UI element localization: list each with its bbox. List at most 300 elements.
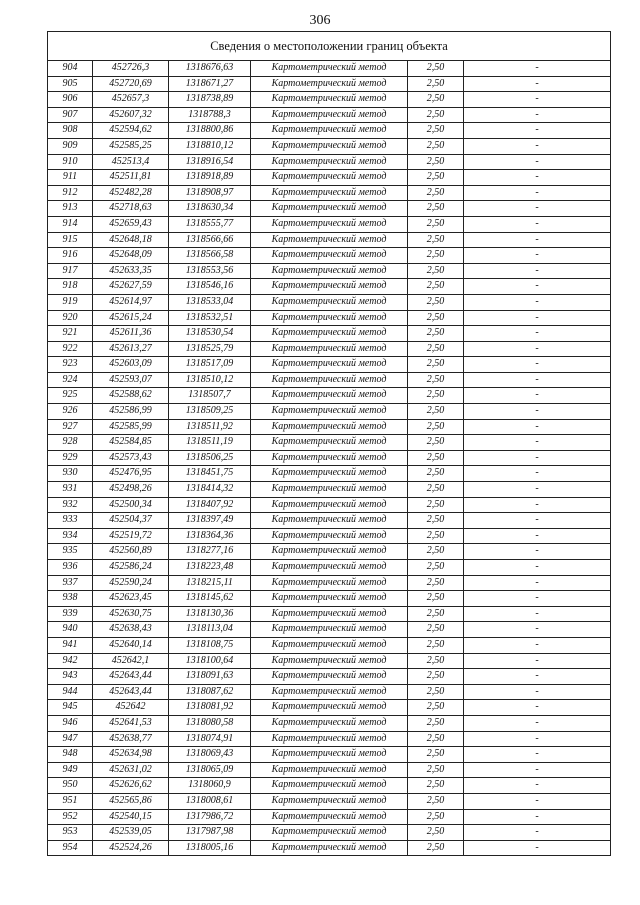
description-cell: -	[464, 497, 611, 513]
y-coordinate-cell: 1318810,12	[169, 138, 251, 154]
point-number-cell: 928	[48, 435, 93, 451]
point-number-cell: 954	[48, 840, 93, 856]
description-cell: -	[464, 170, 611, 186]
table-row	[48, 637, 611, 653]
x-coordinate-cell: 452641,53	[93, 715, 169, 731]
accuracy-cell: 2,50	[408, 372, 464, 388]
accuracy-cell: 2,50	[408, 248, 464, 264]
x-coordinate-cell: 452498,26	[93, 482, 169, 498]
description-cell: -	[464, 279, 611, 295]
point-number-cell: 927	[48, 419, 93, 435]
accuracy-cell: 2,50	[408, 123, 464, 139]
point-number-cell: 917	[48, 263, 93, 279]
description-cell: -	[464, 310, 611, 326]
table-row	[48, 575, 611, 591]
accuracy-cell: 2,50	[408, 76, 464, 92]
description-cell: -	[464, 747, 611, 763]
method-cell: Картометрический метод	[251, 762, 408, 778]
x-coordinate-cell: 452648,09	[93, 248, 169, 264]
description-cell: -	[464, 809, 611, 825]
y-coordinate-cell: 1318100,64	[169, 653, 251, 669]
method-cell: Картометрический метод	[251, 513, 408, 529]
table-row	[48, 747, 611, 763]
x-coordinate-cell: 452560,89	[93, 544, 169, 560]
x-coordinate-cell: 452648,18	[93, 232, 169, 248]
description-cell: -	[464, 138, 611, 154]
y-coordinate-cell: 1318546,16	[169, 279, 251, 295]
accuracy-cell: 2,50	[408, 747, 464, 763]
table-row	[48, 388, 611, 404]
method-cell: Картометрический метод	[251, 294, 408, 310]
accuracy-cell: 2,50	[408, 731, 464, 747]
table-row	[48, 497, 611, 513]
table-row	[48, 185, 611, 201]
point-number-cell: 949	[48, 762, 93, 778]
method-cell: Картометрический метод	[251, 591, 408, 607]
method-cell: Картометрический метод	[251, 138, 408, 154]
table-row	[48, 123, 611, 139]
y-coordinate-cell: 1318397,49	[169, 513, 251, 529]
y-coordinate-cell: 1318277,16	[169, 544, 251, 560]
accuracy-cell: 2,50	[408, 341, 464, 357]
description-cell: -	[464, 357, 611, 373]
accuracy-cell: 2,50	[408, 715, 464, 731]
accuracy-cell: 2,50	[408, 591, 464, 607]
table-row	[48, 731, 611, 747]
description-cell: -	[464, 778, 611, 794]
description-cell: -	[464, 700, 611, 716]
x-coordinate-cell: 452657,3	[93, 92, 169, 108]
y-coordinate-cell: 1318566,58	[169, 248, 251, 264]
method-cell: Картометрический метод	[251, 201, 408, 217]
point-number-cell: 947	[48, 731, 93, 747]
point-number-cell: 938	[48, 591, 93, 607]
method-cell: Картометрический метод	[251, 653, 408, 669]
method-cell: Картометрический метод	[251, 544, 408, 560]
y-coordinate-cell: 1318005,16	[169, 840, 251, 856]
x-coordinate-cell: 452540,15	[93, 809, 169, 825]
x-coordinate-cell: 452588,62	[93, 388, 169, 404]
x-coordinate-cell: 452642,1	[93, 653, 169, 669]
point-number-cell: 924	[48, 372, 93, 388]
x-coordinate-cell: 452590,24	[93, 575, 169, 591]
x-coordinate-cell: 452638,77	[93, 731, 169, 747]
description-cell: -	[464, 201, 611, 217]
point-number-cell: 905	[48, 76, 93, 92]
x-coordinate-cell: 452726,3	[93, 61, 169, 77]
method-cell: Картометрический метод	[251, 419, 408, 435]
y-coordinate-cell: 1318566,66	[169, 232, 251, 248]
accuracy-cell: 2,50	[408, 778, 464, 794]
table-row	[48, 61, 611, 77]
table-row	[48, 684, 611, 700]
method-cell: Картометрический метод	[251, 170, 408, 186]
table-row	[48, 513, 611, 529]
description-cell: -	[464, 684, 611, 700]
y-coordinate-cell: 1318407,92	[169, 497, 251, 513]
method-cell: Картометрический метод	[251, 575, 408, 591]
accuracy-cell: 2,50	[408, 622, 464, 638]
method-cell: Картометрический метод	[251, 248, 408, 264]
method-cell: Картометрический метод	[251, 310, 408, 326]
accuracy-cell: 2,50	[408, 450, 464, 466]
method-cell: Картометрический метод	[251, 92, 408, 108]
description-cell: -	[464, 669, 611, 685]
x-coordinate-cell: 452640,14	[93, 637, 169, 653]
x-coordinate-cell: 452642	[93, 700, 169, 716]
accuracy-cell: 2,50	[408, 700, 464, 716]
y-coordinate-cell: 1318113,04	[169, 622, 251, 638]
accuracy-cell: 2,50	[408, 653, 464, 669]
method-cell: Картометрический метод	[251, 216, 408, 232]
point-number-cell: 952	[48, 809, 93, 825]
method-cell: Картометрический метод	[251, 684, 408, 700]
point-number-cell: 953	[48, 825, 93, 841]
table-row	[48, 419, 611, 435]
accuracy-cell: 2,50	[408, 684, 464, 700]
accuracy-cell: 2,50	[408, 107, 464, 123]
point-number-cell: 916	[48, 248, 93, 264]
table-row	[48, 528, 611, 544]
description-cell: -	[464, 715, 611, 731]
point-number-cell: 904	[48, 61, 93, 77]
description-cell: -	[464, 92, 611, 108]
point-number-cell: 921	[48, 326, 93, 342]
point-number-cell: 950	[48, 778, 93, 794]
boundary-coordinates-table	[47, 31, 611, 856]
x-coordinate-cell: 452659,43	[93, 216, 169, 232]
table-row	[48, 232, 611, 248]
description-cell: -	[464, 216, 611, 232]
x-coordinate-cell: 452634,98	[93, 747, 169, 763]
y-coordinate-cell: 1318916,54	[169, 154, 251, 170]
description-cell: -	[464, 575, 611, 591]
method-cell: Картометрический метод	[251, 326, 408, 342]
accuracy-cell: 2,50	[408, 294, 464, 310]
y-coordinate-cell: 1318671,27	[169, 76, 251, 92]
x-coordinate-cell: 452593,07	[93, 372, 169, 388]
table-row	[48, 138, 611, 154]
description-cell: -	[464, 762, 611, 778]
method-cell: Картометрический метод	[251, 107, 408, 123]
x-coordinate-cell: 452603,09	[93, 357, 169, 373]
method-cell: Картометрический метод	[251, 76, 408, 92]
method-cell: Картометрический метод	[251, 606, 408, 622]
method-cell: Картометрический метод	[251, 372, 408, 388]
x-coordinate-cell: 452611,36	[93, 326, 169, 342]
method-cell: Картометрический метод	[251, 622, 408, 638]
description-cell: -	[464, 232, 611, 248]
method-cell: Картометрический метод	[251, 123, 408, 139]
point-number-cell: 906	[48, 92, 93, 108]
accuracy-cell: 2,50	[408, 560, 464, 576]
table-row	[48, 560, 611, 576]
accuracy-cell: 2,50	[408, 404, 464, 420]
table-row	[48, 107, 611, 123]
description-cell: -	[464, 653, 611, 669]
table-row	[48, 778, 611, 794]
table-row	[48, 76, 611, 92]
description-cell: -	[464, 591, 611, 607]
point-number-cell: 944	[48, 684, 93, 700]
accuracy-cell: 2,50	[408, 762, 464, 778]
method-cell: Картометрический метод	[251, 637, 408, 653]
accuracy-cell: 2,50	[408, 606, 464, 622]
x-coordinate-cell: 452565,86	[93, 793, 169, 809]
description-cell: -	[464, 372, 611, 388]
point-number-cell: 929	[48, 450, 93, 466]
method-cell: Картометрический метод	[251, 232, 408, 248]
x-coordinate-cell: 452539,05	[93, 825, 169, 841]
point-number-cell: 912	[48, 185, 93, 201]
x-coordinate-cell: 452585,99	[93, 419, 169, 435]
table-row	[48, 216, 611, 232]
y-coordinate-cell: 1318451,75	[169, 466, 251, 482]
y-coordinate-cell: 1318532,51	[169, 310, 251, 326]
table-row	[48, 669, 611, 685]
table-row	[48, 201, 611, 217]
method-cell: Картометрический метод	[251, 809, 408, 825]
x-coordinate-cell: 452615,24	[93, 310, 169, 326]
accuracy-cell: 2,50	[408, 92, 464, 108]
y-coordinate-cell: 1317987,98	[169, 825, 251, 841]
description-cell: -	[464, 544, 611, 560]
point-number-cell: 951	[48, 793, 93, 809]
description-cell: -	[464, 637, 611, 653]
point-number-cell: 907	[48, 107, 93, 123]
y-coordinate-cell: 1318145,62	[169, 591, 251, 607]
x-coordinate-cell: 452631,02	[93, 762, 169, 778]
point-number-cell: 939	[48, 606, 93, 622]
method-cell: Картометрический метод	[251, 747, 408, 763]
accuracy-cell: 2,50	[408, 544, 464, 560]
table-row	[48, 653, 611, 669]
y-coordinate-cell: 1318555,77	[169, 216, 251, 232]
y-coordinate-cell: 1318364,36	[169, 528, 251, 544]
accuracy-cell: 2,50	[408, 825, 464, 841]
table-row	[48, 793, 611, 809]
point-number-cell: 934	[48, 528, 93, 544]
point-number-cell: 932	[48, 497, 93, 513]
description-cell: -	[464, 107, 611, 123]
accuracy-cell: 2,50	[408, 388, 464, 404]
y-coordinate-cell: 1318081,92	[169, 700, 251, 716]
method-cell: Картометрический метод	[251, 731, 408, 747]
accuracy-cell: 2,50	[408, 185, 464, 201]
x-coordinate-cell: 452623,45	[93, 591, 169, 607]
accuracy-cell: 2,50	[408, 497, 464, 513]
description-cell: -	[464, 61, 611, 77]
description-cell: -	[464, 248, 611, 264]
y-coordinate-cell: 1318080,58	[169, 715, 251, 731]
point-number-cell: 937	[48, 575, 93, 591]
y-coordinate-cell: 1318517,09	[169, 357, 251, 373]
accuracy-cell: 2,50	[408, 809, 464, 825]
method-cell: Картометрический метод	[251, 435, 408, 451]
accuracy-cell: 2,50	[408, 232, 464, 248]
x-coordinate-cell: 452585,25	[93, 138, 169, 154]
table-row	[48, 294, 611, 310]
method-cell: Картометрический метод	[251, 450, 408, 466]
table-row	[48, 357, 611, 373]
y-coordinate-cell: 1318074,91	[169, 731, 251, 747]
accuracy-cell: 2,50	[408, 154, 464, 170]
point-number-cell: 930	[48, 466, 93, 482]
x-coordinate-cell: 452627,59	[93, 279, 169, 295]
table-row	[48, 248, 611, 264]
accuracy-cell: 2,50	[408, 575, 464, 591]
description-cell: -	[464, 154, 611, 170]
x-coordinate-cell: 452476,95	[93, 466, 169, 482]
y-coordinate-cell: 1318509,25	[169, 404, 251, 420]
point-number-cell: 909	[48, 138, 93, 154]
table-row	[48, 435, 611, 451]
point-number-cell: 918	[48, 279, 93, 295]
x-coordinate-cell: 452500,34	[93, 497, 169, 513]
x-coordinate-cell: 452511,81	[93, 170, 169, 186]
table-row	[48, 715, 611, 731]
x-coordinate-cell: 452614,97	[93, 294, 169, 310]
accuracy-cell: 2,50	[408, 357, 464, 373]
y-coordinate-cell: 1318087,62	[169, 684, 251, 700]
x-coordinate-cell: 452643,44	[93, 669, 169, 685]
accuracy-cell: 2,50	[408, 669, 464, 685]
method-cell: Картометрический метод	[251, 357, 408, 373]
method-cell: Картометрический метод	[251, 825, 408, 841]
accuracy-cell: 2,50	[408, 528, 464, 544]
description-cell: -	[464, 341, 611, 357]
method-cell: Картометрический метод	[251, 497, 408, 513]
y-coordinate-cell: 1318065,09	[169, 762, 251, 778]
point-number-cell: 920	[48, 310, 93, 326]
y-coordinate-cell: 1318507,7	[169, 388, 251, 404]
table-row	[48, 450, 611, 466]
x-coordinate-cell: 452584,85	[93, 435, 169, 451]
point-number-cell: 908	[48, 123, 93, 139]
method-cell: Картометрический метод	[251, 793, 408, 809]
table-row	[48, 482, 611, 498]
y-coordinate-cell: 1318511,92	[169, 419, 251, 435]
accuracy-cell: 2,50	[408, 216, 464, 232]
point-number-cell: 925	[48, 388, 93, 404]
method-cell: Картометрический метод	[251, 185, 408, 201]
y-coordinate-cell: 1318800,86	[169, 123, 251, 139]
description-cell: -	[464, 123, 611, 139]
accuracy-cell: 2,50	[408, 201, 464, 217]
x-coordinate-cell: 452613,27	[93, 341, 169, 357]
table-title-row	[48, 32, 611, 61]
accuracy-cell: 2,50	[408, 170, 464, 186]
y-coordinate-cell: 1318108,75	[169, 637, 251, 653]
point-number-cell: 943	[48, 669, 93, 685]
x-coordinate-cell: 452643,44	[93, 684, 169, 700]
method-cell: Картометрический метод	[251, 154, 408, 170]
point-number-cell: 946	[48, 715, 93, 731]
table-row	[48, 762, 611, 778]
x-coordinate-cell: 452519,72	[93, 528, 169, 544]
x-coordinate-cell: 452504,37	[93, 513, 169, 529]
table-row	[48, 825, 611, 841]
accuracy-cell: 2,50	[408, 326, 464, 342]
y-coordinate-cell: 1318215,11	[169, 575, 251, 591]
accuracy-cell: 2,50	[408, 435, 464, 451]
y-coordinate-cell: 1318788,3	[169, 107, 251, 123]
method-cell: Картометрический метод	[251, 560, 408, 576]
x-coordinate-cell: 452607,32	[93, 107, 169, 123]
table-row	[48, 92, 611, 108]
table-row	[48, 700, 611, 716]
y-coordinate-cell: 1318060,9	[169, 778, 251, 794]
description-cell: -	[464, 388, 611, 404]
point-number-cell: 923	[48, 357, 93, 373]
point-number-cell: 942	[48, 653, 93, 669]
table-row	[48, 341, 611, 357]
accuracy-cell: 2,50	[408, 310, 464, 326]
x-coordinate-cell: 452573,43	[93, 450, 169, 466]
description-cell: -	[464, 185, 611, 201]
accuracy-cell: 2,50	[408, 279, 464, 295]
point-number-cell: 935	[48, 544, 93, 560]
table-row	[48, 279, 611, 295]
table-row	[48, 466, 611, 482]
accuracy-cell: 2,50	[408, 263, 464, 279]
method-cell: Картометрический метод	[251, 778, 408, 794]
table-row	[48, 326, 611, 342]
y-coordinate-cell: 1318510,12	[169, 372, 251, 388]
description-cell: -	[464, 840, 611, 856]
description-cell: -	[464, 294, 611, 310]
y-coordinate-cell: 1318553,56	[169, 263, 251, 279]
y-coordinate-cell: 1317986,72	[169, 809, 251, 825]
method-cell: Картометрический метод	[251, 279, 408, 295]
point-number-cell: 936	[48, 560, 93, 576]
table-row	[48, 809, 611, 825]
table-row	[48, 606, 611, 622]
y-coordinate-cell: 1318630,34	[169, 201, 251, 217]
description-cell: -	[464, 606, 611, 622]
y-coordinate-cell: 1318130,36	[169, 606, 251, 622]
point-number-cell: 945	[48, 700, 93, 716]
y-coordinate-cell: 1318008,61	[169, 793, 251, 809]
table-row	[48, 591, 611, 607]
table-row	[48, 840, 611, 856]
point-number-cell: 940	[48, 622, 93, 638]
point-number-cell: 948	[48, 747, 93, 763]
y-coordinate-cell: 1318908,97	[169, 185, 251, 201]
table-row	[48, 170, 611, 186]
method-cell: Картометрический метод	[251, 388, 408, 404]
y-coordinate-cell: 1318223,48	[169, 560, 251, 576]
y-coordinate-cell: 1318091,63	[169, 669, 251, 685]
y-coordinate-cell: 1318738,89	[169, 92, 251, 108]
description-cell: -	[464, 622, 611, 638]
point-number-cell: 933	[48, 513, 93, 529]
table-row	[48, 310, 611, 326]
table-row	[48, 263, 611, 279]
description-cell: -	[464, 793, 611, 809]
point-number-cell: 913	[48, 201, 93, 217]
y-coordinate-cell: 1318511,19	[169, 435, 251, 451]
method-cell: Картометрический метод	[251, 528, 408, 544]
x-coordinate-cell: 452626,62	[93, 778, 169, 794]
y-coordinate-cell: 1318506,25	[169, 450, 251, 466]
description-cell: -	[464, 466, 611, 482]
x-coordinate-cell: 452638,43	[93, 622, 169, 638]
method-cell: Картометрический метод	[251, 61, 408, 77]
accuracy-cell: 2,50	[408, 513, 464, 529]
description-cell: -	[464, 560, 611, 576]
method-cell: Картометрический метод	[251, 404, 408, 420]
